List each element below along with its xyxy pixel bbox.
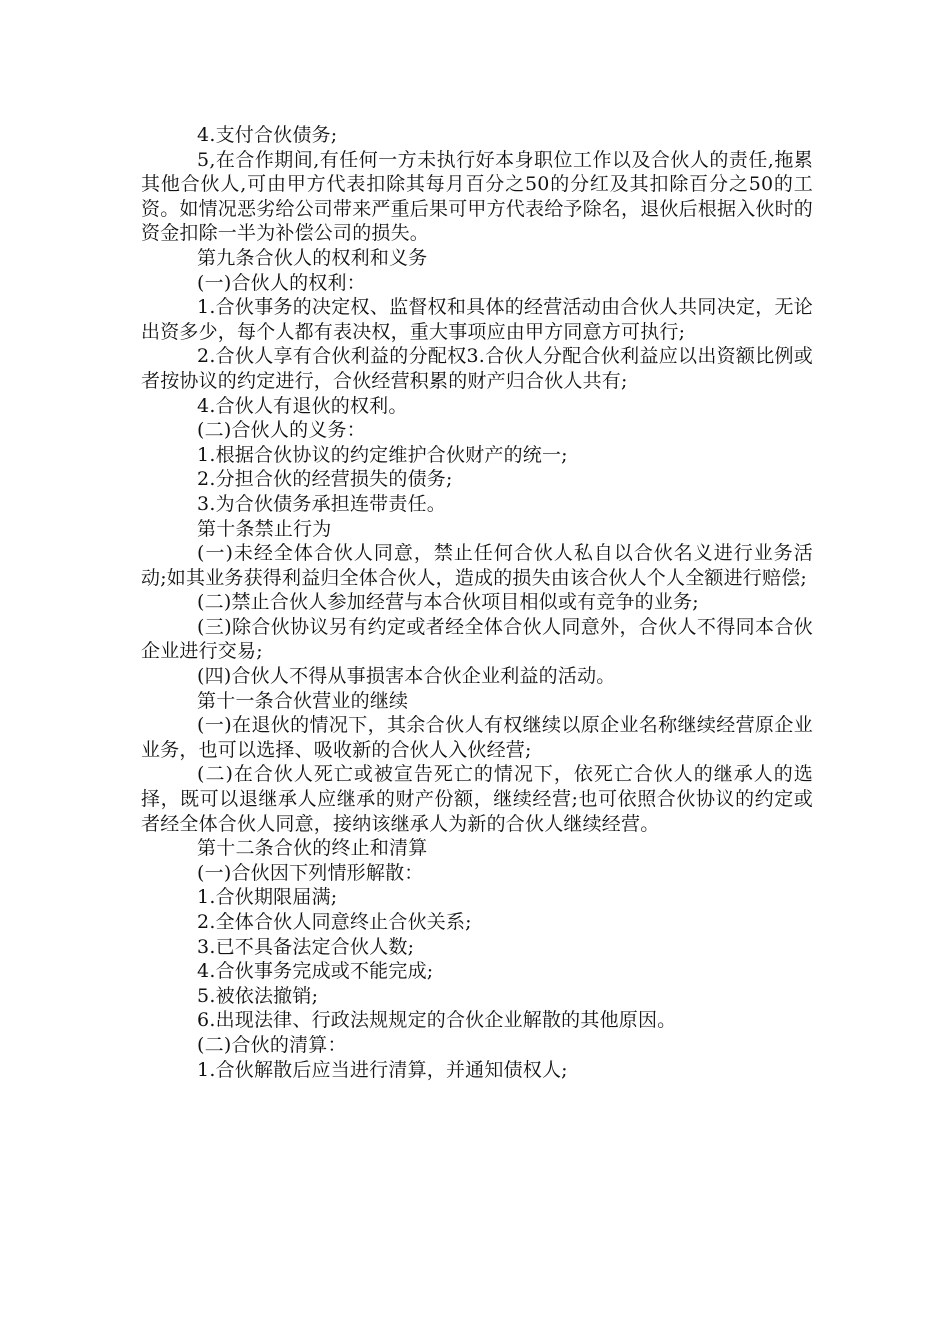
document-body (141, 123, 813, 1082)
paragraph: 2.分担合伙的经营损失的债务; (197, 468, 453, 491)
paragraph: 4.支付合伙债务; (197, 124, 338, 146)
paragraph: 2.全体合伙人同意终止合伙关系; (197, 911, 472, 933)
paragraph: (四)合伙人不得从事损害本合伙企业利益的活动。 (197, 665, 616, 688)
paragraph: 3.已不具备法定合伙人数; (197, 935, 415, 958)
paragraph: (一)在退伙的情况下，其余合伙人有权继续以原企业名称继续经营原企业业务，也可以选择、吸收新的合伙人入伙经营; (141, 714, 813, 761)
paragraph: 4.合伙人有退伙的权利。 (197, 394, 408, 417)
subsection-heading: (二)合伙的清算： (197, 1033, 347, 1056)
paragraph: (二)禁止合伙人参加经营与本合伙项目相似或有竞争的业务; (197, 591, 699, 614)
paragraph: 6.出现法律、行政法规规定的合伙企业解散的其他原因。 (197, 1009, 677, 1032)
paragraph: 1.根据合伙协议的约定维护合伙财产的统一; (197, 443, 568, 466)
section-heading: 第九条合伙人的权利和义务 (197, 246, 428, 269)
paragraph: (一)未经全体合伙人同意，禁止任何合伙人私自以合伙名义进行业务活动;如其业务获得利益归全体合伙人，造成的损失由该合伙人个人全额进行赔偿; (141, 542, 813, 589)
paragraph: 1.合伙事务的决定权、监督权和具体的经营活动由合伙人共同决定，无论出资多少，每个人都有表决权，重大事项应由甲方同意方可执行; (141, 296, 813, 343)
paragraph: (二)在合伙人死亡或被宣告死亡的情况下，依死亡合伙人的继承人的选择，既可以退继承人应继承的财产份额，继续经营;也可依照合伙协议的约定或者经全体合伙人同意，接纳该继承人为新的合伙人继续经营。 (141, 763, 813, 835)
subsection-heading: (一)合伙因下列情形解散： (197, 861, 424, 884)
paragraph: 4.合伙事务完成或不能完成; (197, 960, 434, 983)
paragraph: 3.为合伙债务承担连带责任。 (197, 492, 446, 515)
paragraph: 1.合伙解散后应当进行清算，并通知债权人; (197, 1058, 568, 1081)
section-heading: 第十条禁止行为 (197, 517, 332, 540)
paragraph: 5,在合作期间,有任何一方未执行好本身职位工作以及合伙人的责任,拖累其他合伙人,可由甲方代表扣除其每月百分之50的分红及其扣除百分之50的工资。如情况恶劣给公司带来严重后果可甲方代表给予除名，退伙后根据入伙时的资金扣除一半为补偿公司的损失。 (141, 148, 814, 245)
section-heading: 第十二条合伙的终止和清算 (197, 837, 428, 860)
section-heading: 第十一条合伙营业的继续 (197, 689, 409, 712)
subsection-heading: (一)合伙人的权利： (197, 271, 366, 294)
paragraph: 2.合伙人享有合伙利益的分配权3.合伙人分配合伙利益应以出资额比例或者按协议的约定进行，合伙经营积累的财产归合伙人共有; (141, 345, 813, 392)
paragraph: (三)除合伙协议另有约定或者经全体合伙人同意外，合伙人不得同本合伙企业进行交易; (141, 615, 813, 663)
subsection-heading: (二)合伙人的义务： (197, 419, 366, 442)
paragraph: 5.被依法撤销; (197, 984, 319, 1007)
paragraph: 1.合伙期限届满; (197, 886, 338, 909)
